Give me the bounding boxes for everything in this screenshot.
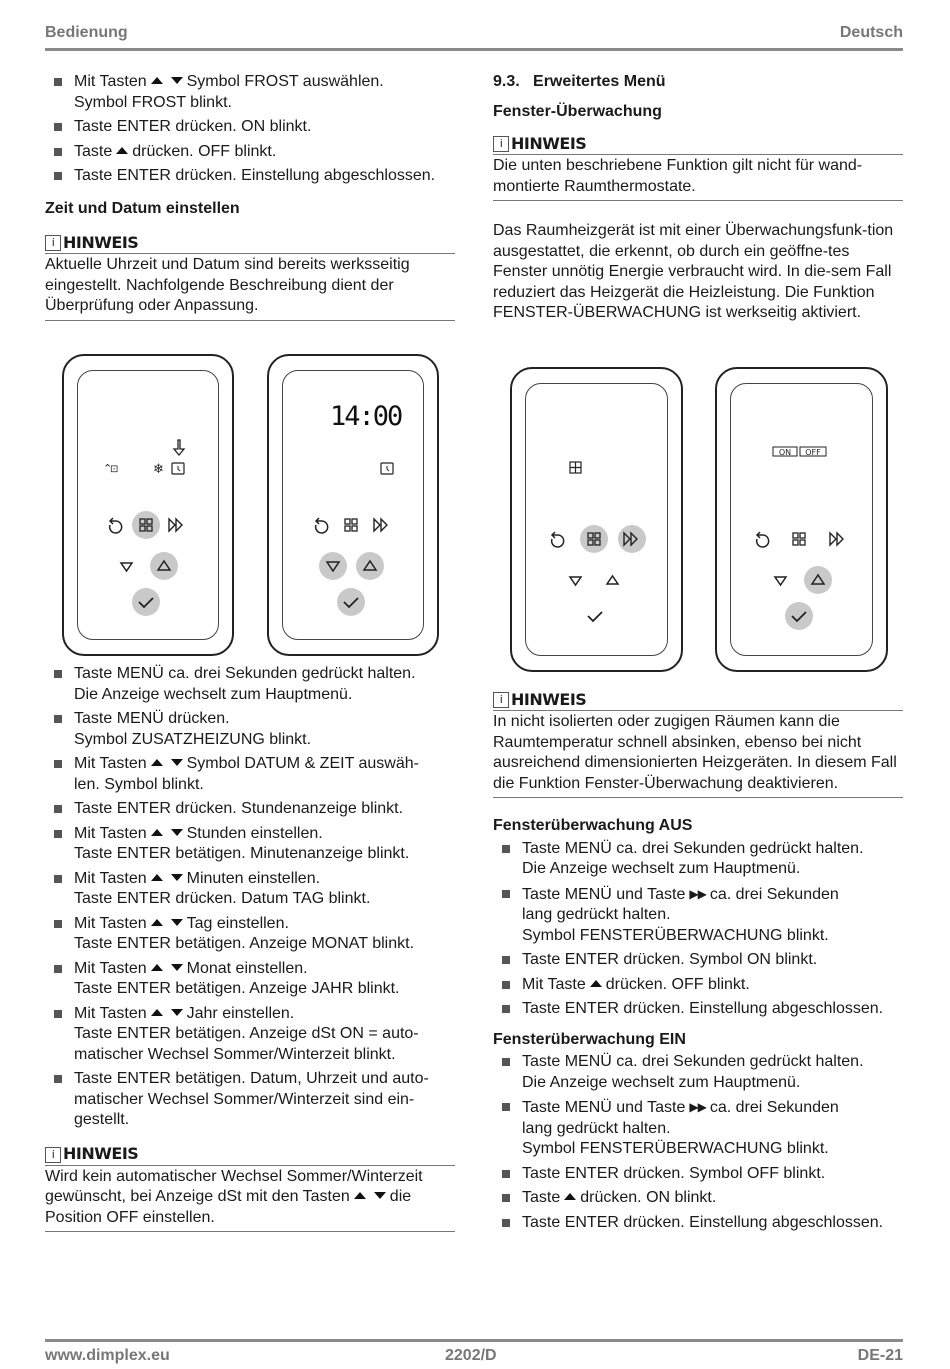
footer-website: www.dimplex.eu — [45, 1347, 170, 1364]
svg-text:⊡: ⊡ — [110, 464, 119, 475]
svg-text:ON: ON — [778, 448, 792, 457]
list-item: Mit Tasten Minuten einstellen. Taste ENTER drücken. Datum TAG blinkt. — [45, 869, 455, 910]
arrow-up-icon — [151, 829, 163, 836]
header-language: Deutsch — [839, 24, 903, 41]
footer-page-number: DE-21 — [857, 1347, 903, 1364]
hinweis-note: i HINWEIS Die unten beschriebene Funktion gilt nicht für wand-montierte Raumthermostate. — [493, 134, 903, 201]
back-icon — [552, 532, 564, 547]
arrow-up-icon — [151, 919, 163, 926]
list-item: Taste MENÜ drücken. Symbol ZUSATZHEIZUNG blinkt. — [45, 709, 455, 750]
list-item: Mit Tasten Tag einstellen. Taste ENTER betätigen. Anzeige MONAT blinkt. — [45, 914, 455, 955]
arrow-down-icon — [171, 1009, 183, 1016]
list-item: Mit Tasten Monat einstellen. Taste ENTER betätigen. Anzeige JAHR blinkt. — [45, 959, 455, 1000]
arrow-up-icon — [607, 576, 618, 584]
info-icon: i — [45, 1147, 61, 1163]
window-icon — [570, 462, 581, 473]
svg-text:OFF: OFF — [805, 448, 821, 457]
list-item: Taste ENTER drücken. Einstellung abgeschlossen. — [493, 1213, 903, 1234]
list-item: Taste MENÜ ca. drei Sekunden gedrückt halten. Die Anzeige wechselt zum Hauptmenü. — [493, 1052, 903, 1093]
section-heading: Zeit und Datum einstellen — [45, 199, 240, 217]
up-button — [804, 566, 832, 594]
list-item: Taste ENTER drücken. Symbol OFF blinkt. — [493, 1164, 903, 1185]
window-monitoring-off-list — [493, 839, 903, 1020]
list-item: Mit Tasten Symbol DATUM & ZEIT auswäh- len. Symbol blinkt. — [45, 754, 455, 795]
list-item: Taste MENÜ ca. drei Sekunden gedrückt halten. Die Anzeige wechselt zum Hauptmenü. — [45, 664, 455, 705]
arrow-down-icon — [775, 577, 786, 585]
arrow-down-icon — [171, 759, 183, 766]
list-item: Taste MENÜ und Taste ▶▶ ca. drei Sekunden lang gedrückt halten. Symbol FENSTERÜBERWACHUNG blinkt. — [493, 1097, 903, 1160]
section-heading: Fensterüberwachung EIN — [493, 1030, 686, 1048]
arrow-down-icon — [171, 919, 183, 926]
back-icon — [757, 532, 769, 547]
fast-forward-icon — [830, 533, 843, 545]
list-item: Taste ENTER drücken. Einstellung abgeschlossen. — [493, 999, 903, 1020]
list-item: Taste MENÜ und Taste ▶▶ ca. drei Sekunden lang gedrückt halten. Symbol FENSTERÜBERWACHUNG blinkt. — [493, 884, 903, 947]
list-item: Taste ENTER betätigen. Datum, Uhrzeit und auto- matischer Wechsel Sommer/Winterzeit sind ein- gestellt. — [45, 1069, 455, 1131]
arrow-down-icon — [171, 964, 183, 971]
arrow-up-icon — [564, 1193, 576, 1200]
header-section: Bedienung — [45, 24, 128, 41]
footer-docnumber: 2202/D — [445, 1347, 497, 1364]
arrow-up-icon — [151, 1009, 163, 1016]
subsection-heading: Fenster-Überwachung — [493, 102, 662, 120]
fast-forward-icon: ▶▶ — [689, 886, 706, 901]
note-text: In nicht isolierten oder zugigen Räumen kann die Raumtemperatur schnell absinken, ebenso bei nicht ausreichend dimensionierten Heizgeräten. In diesem Fall die Funktion Fenster-Überwachung deaktivieren. — [493, 713, 897, 792]
list-item: Taste drücken. OFF blinkt. — [45, 142, 455, 163]
list-item: Taste ENTER drücken. Einstellung abgeschlossen. — [45, 166, 455, 187]
hinweis-note: i HINWEIS Aktuelle Uhrzeit und Datum sind bereits werksseitig eingestellt. Nachfolgende Beschreibung dient der Überprüfung oder Anpassung. — [45, 233, 455, 321]
enter-button — [785, 602, 813, 630]
on-off-display — [773, 447, 826, 457]
arrow-down-icon — [171, 829, 183, 836]
note-text: Aktuelle Uhrzeit und Datum sind bereits werksseitig eingestellt. Nachfolgende Beschreibung dient der Überprüfung oder Anpassung. — [45, 256, 410, 314]
info-icon: i — [493, 692, 509, 708]
note-text: Die unten beschriebene Funktion gilt nicht für wand-montierte Raumthermostate. — [493, 157, 863, 195]
fast-forward-icon: ▶▶ — [689, 1100, 706, 1114]
list-item: Taste ENTER drücken. ON blinkt. — [45, 117, 455, 138]
arrow-down-icon — [374, 1192, 386, 1199]
info-icon: i — [45, 235, 61, 251]
arrow-up-icon — [151, 964, 163, 971]
list-item: Mit Tasten Jahr einstellen. Taste ENTER betätigen. Anzeige dSt ON = auto- matischer Wechsel Sommer/Winterzeit blinkt. — [45, 1004, 455, 1066]
arrow-up-icon — [151, 874, 163, 881]
check-icon — [588, 612, 602, 621]
hinweis-note: i HINWEIS In nicht isolierten oder zugigen Räumen kann die Raumtemperatur schnell absinken, ebenso bei nicht ausreichend dimensionierten Heizgeräten. In diesem Fall die Funktion Fenster-Überwachung deaktivieren. — [493, 690, 903, 798]
info-icon: i — [493, 136, 509, 152]
list-item: Mit Tasten Symbol FROST auswählen. Symbol FROST blinkt. — [45, 72, 455, 113]
svg-text:⌃: ⌃ — [103, 462, 113, 475]
left-column-lower — [45, 664, 455, 1232]
section-heading: Fensterüberwachung AUS — [493, 817, 693, 834]
note-text: Wird kein automatischer Wechsel Sommer/Winterzeit gewünscht, bei Anzeige dSt mit den Tasten die Position OFF einstellen. — [45, 1167, 423, 1226]
menu-button — [580, 525, 608, 553]
time-display: 14:00 — [330, 401, 402, 432]
section-heading: 9.3. Erweitertes Menü — [493, 73, 666, 90]
window-monitoring-on-list — [493, 1052, 903, 1233]
arrow-up-icon — [590, 980, 602, 987]
menu-grid-icon — [793, 533, 805, 545]
date-time-steps-list — [45, 664, 455, 1131]
list-item: Taste ENTER drücken. Symbol ON blinkt. — [493, 950, 903, 971]
arrow-up-icon — [354, 1192, 366, 1199]
right-column-lower — [493, 690, 903, 1237]
list-item: Mit Tasten Stunden einstellen. Taste ENTER betätigen. Minutenanzeige blinkt. — [45, 824, 455, 865]
hinweis-note: i HINWEIS Wird kein automatischer Wechsel Sommer/Winterzeit gewünscht, bei Anzeige dSt mit den Tasten die Position OFF einstellen. — [45, 1145, 455, 1233]
list-item: Taste drücken. ON blinkt. — [493, 1188, 903, 1209]
list-item: Taste ENTER drücken. Stundenanzeige blinkt. — [45, 799, 455, 820]
arrow-down-icon — [171, 874, 183, 881]
list-item: Taste MENÜ ca. drei Sekunden gedrückt halten. Die Anzeige wechselt zum Hauptmenü. — [493, 839, 903, 880]
svg-text:❄: ❄ — [153, 462, 164, 477]
description-paragraph: Das Raumheizgerät ist mit einer Überwachungsfunk-tion ausgestattet, die erkennt, ob durch ein geöffne-tes Fenster unnötig Energie verbraucht wird. In die-sem Fall reduziert das Heizgerät die Heizleistung. Die Funktion FENSTER-ÜBERWACHUNG ist werkseitig aktiviert. — [493, 222, 894, 321]
list-item: Mit Taste drücken. OFF blinkt. — [493, 975, 903, 996]
arrow-down-icon — [570, 577, 581, 585]
fast-forward-button — [618, 525, 646, 553]
arrow-up-icon — [151, 759, 163, 766]
page-footer — [45, 1339, 903, 1368]
